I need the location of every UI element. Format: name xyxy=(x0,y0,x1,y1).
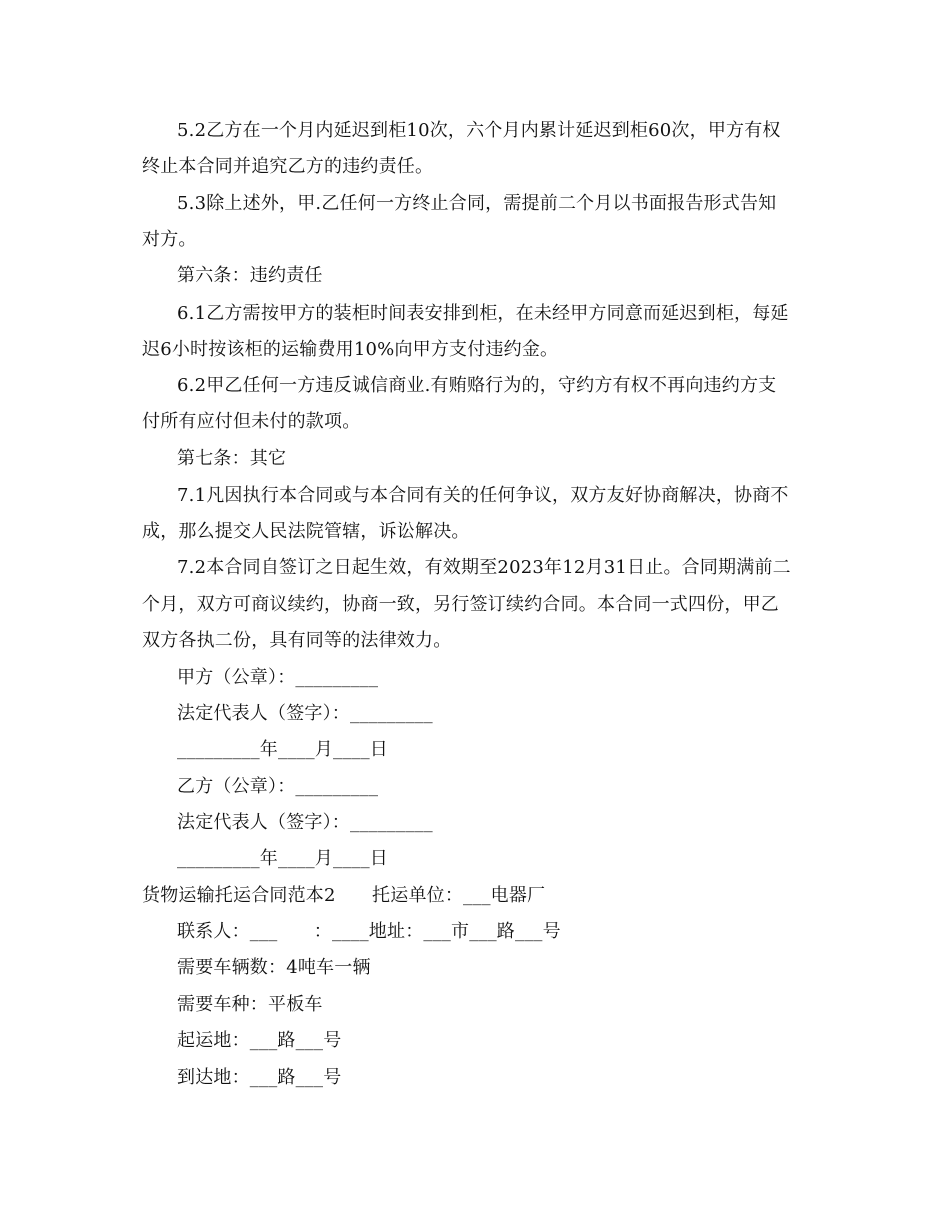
clause-7-1-line-1: 7.1凡因执行本合同或与本合同有关的任何争议，双方友好协商解决，协商不 xyxy=(177,485,789,506)
vehicle-count-line: 需要车辆数：4吨车一辆 xyxy=(177,957,371,978)
clause-7-2-line-1: 7.2本合同自签订之日起生效，有效期至2023年12月31日止。合同期满前二 xyxy=(177,557,791,578)
party-b-date-line: _________年____月____日 xyxy=(177,848,388,869)
article-7-heading: 第七条：其它 xyxy=(177,448,287,469)
clause-5-3-line-2: 对方。 xyxy=(142,229,197,250)
template-2-title-line: 货物运输托运合同范本2 托运单位：___电器厂 xyxy=(142,885,546,906)
clause-7-2-line-3: 双方各执二份，具有同等的法律效力。 xyxy=(142,630,452,651)
party-b-seal-line: 乙方（公章）：_________ xyxy=(177,776,379,797)
clause-5-3-line-1: 5.3除上述外，甲.乙任何一方终止合同，需提前二个月以书面报告形式告知 xyxy=(177,193,777,214)
clause-6-2-line-2: 付所有应付但未付的款项。 xyxy=(142,411,361,432)
destination-line: 到达地：___路___号 xyxy=(177,1067,342,1088)
article-6-heading: 第六条：违约责任 xyxy=(177,265,323,286)
party-b-representative-line: 法定代表人（签字）：_________ xyxy=(177,812,433,833)
party-a-representative-line: 法定代表人（签字）：_________ xyxy=(177,703,433,724)
clause-7-1-line-2: 成，那么提交人民法院管辖，诉讼解决。 xyxy=(142,521,470,542)
clause-6-1-line-1: 6.1乙方需按甲方的装柜时间表安排到柜，在未经甲方同意而延迟到柜，每延 xyxy=(177,303,789,324)
clause-6-1-line-2: 迟6小时按该柜的运输费用10%向甲方支付违约金。 xyxy=(142,339,559,360)
origin-line: 起运地：___路___号 xyxy=(177,1030,342,1051)
vehicle-type-line: 需要车种：平板车 xyxy=(177,994,323,1015)
party-a-date-line: _________年____月____日 xyxy=(177,739,388,760)
clause-6-2-line-1: 6.2甲乙任何一方违反诚信商业.有贿赂行为的，守约方有权不再向违约方支 xyxy=(177,375,777,396)
contact-address-line: 联系人：___ ：____地址：___市___路___号 xyxy=(177,921,561,942)
clause-5-2-line-1: 5.2乙方在一个月内延迟到柜10次，六个月内累计延迟到柜60次，甲方有权 xyxy=(177,120,781,141)
party-a-seal-line: 甲方（公章）：_________ xyxy=(177,667,379,688)
clause-7-2-line-2: 个月，双方可商议续约，协商一致，另行签订续约合同。本合同一式四份，甲乙 xyxy=(142,594,779,615)
clause-5-2-line-2: 终止本合同并追究乙方的违约责任。 xyxy=(142,156,434,177)
